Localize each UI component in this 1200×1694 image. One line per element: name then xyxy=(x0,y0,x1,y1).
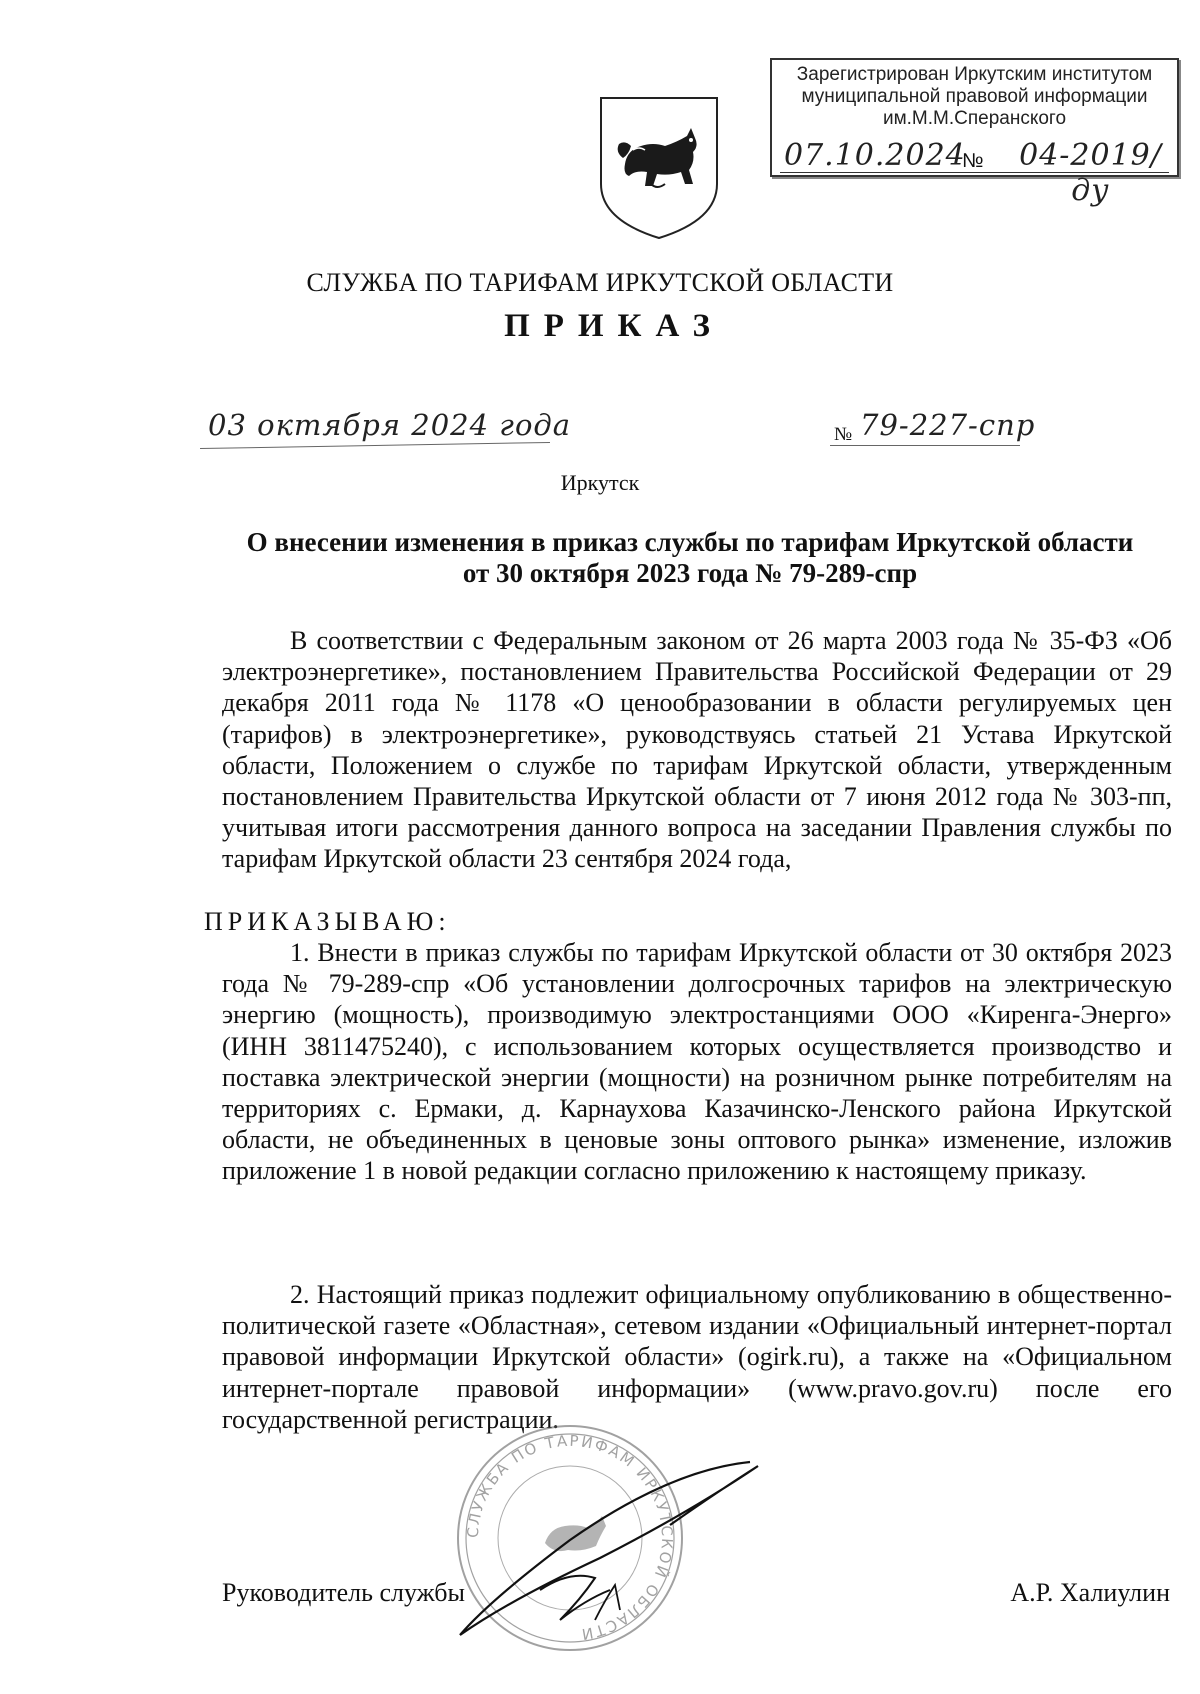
document-type-title: ПРИКАЗ xyxy=(504,308,724,344)
registration-stamp-line-1: Зарегистрирован Иркутским институтом xyxy=(796,64,1153,85)
registration-stamp xyxy=(770,58,1179,208)
signatory-title: Руководитель службы xyxy=(222,1578,465,1607)
signatory-name: А.Р. Халиулин xyxy=(1010,1578,1170,1607)
organization-name: СЛУЖБА ПО ТАРИФАМ ИРКУТСКОЙ ОБЛАСТИ xyxy=(306,268,894,297)
order-number: 79-227-спр xyxy=(860,408,1036,442)
date-underline xyxy=(200,442,550,449)
registration-stamp-row xyxy=(772,132,1177,208)
document-heading xyxy=(210,527,1170,589)
clause-1-paragraph: 1. Внести в приказ службы по тарифам Иркутской области от 30 октября 2023 года № 79-289-спр «Об установлении долгосрочных тарифов на электрическую энергию (мощность), производимую электростанциями ООО «Киренга-Энерго» (ИНН 3811475240), с использованием которых осуществляется производство и поставка электрической энергии (мощности) на розничном рынке потребителям на территориях с. Ермаки, д. Карнаухова Казачинско-Ленского района Иркутской области, не объединенных в ценовые зоны оптового рынка» изменение, изложив приложение 1 в новой редакции согласно приложению к настоящему приказу. xyxy=(222,938,1172,1186)
registration-date: 07.10.2024 xyxy=(784,138,966,173)
clause-2-paragraph: 2. Настоящий приказ подлежит официальному опубликованию в общественно-политической газете «Областная», сетевом издании «Официальный интернет-портал правовой информации Иркутской области» (ogirk.ru), а также на «Официальном интернет-портале правовой информации» (www.pravo.gov.ru) после его государственной регистрации. xyxy=(222,1280,1172,1434)
irkutsk-coat-of-arms-icon xyxy=(595,92,723,242)
registration-stamp-line-3: им.М.М.Сперанского xyxy=(882,108,1067,129)
registration-number: 04-2019/ду xyxy=(1019,138,1162,208)
city-name: Иркутск xyxy=(560,470,640,495)
svg-text:СЛУЖБА ПО ТАРИФАМ ИРКУТСКОЙ ОБ: СЛУЖБА ПО ТАРИФАМ ИРКУТСКОЙ ОБЛАСТИ xyxy=(463,1431,677,1644)
registration-underline xyxy=(780,172,1169,173)
order-date: 03 октября 2024 года xyxy=(208,408,572,442)
order-word: ПРИКАЗЫВАЮ: xyxy=(204,907,451,936)
order-number-label: № xyxy=(834,424,853,445)
registration-stamp-line-2: муниципальной правовой информации xyxy=(801,86,1148,107)
heading-line-2: от 30 октября 2023 года № 79-289-спр xyxy=(462,558,918,588)
number-underline xyxy=(830,445,1020,446)
preamble-paragraph: В соответствии с Федеральным законом от 26 марта 2003 года № 35-ФЗ «Об электроэнергетике», постановлением Правительства Российской Федерации от 29 декабря 2011 года № 1178 «О ценообразовании в области регулируемых цен (тарифов) в электроэнергетике», руководствуясь статьей 21 Устава Иркутской области, Положением о службе по тарифам Иркутской области, утвержденным постановлением Правительства Иркутской области от 7 июня 2012 года № 303-пп, учитывая итоги рассмотрения данного вопроса на заседании Правления службы по тарифам Иркутской области 23 сентября 2024 года, xyxy=(222,626,1172,874)
handwritten-signature-icon xyxy=(420,1450,780,1650)
registration-number-label: № xyxy=(962,150,984,172)
heading-line-1: О внесении изменения в приказ службы по тарифам Иркутской области xyxy=(246,527,1134,557)
